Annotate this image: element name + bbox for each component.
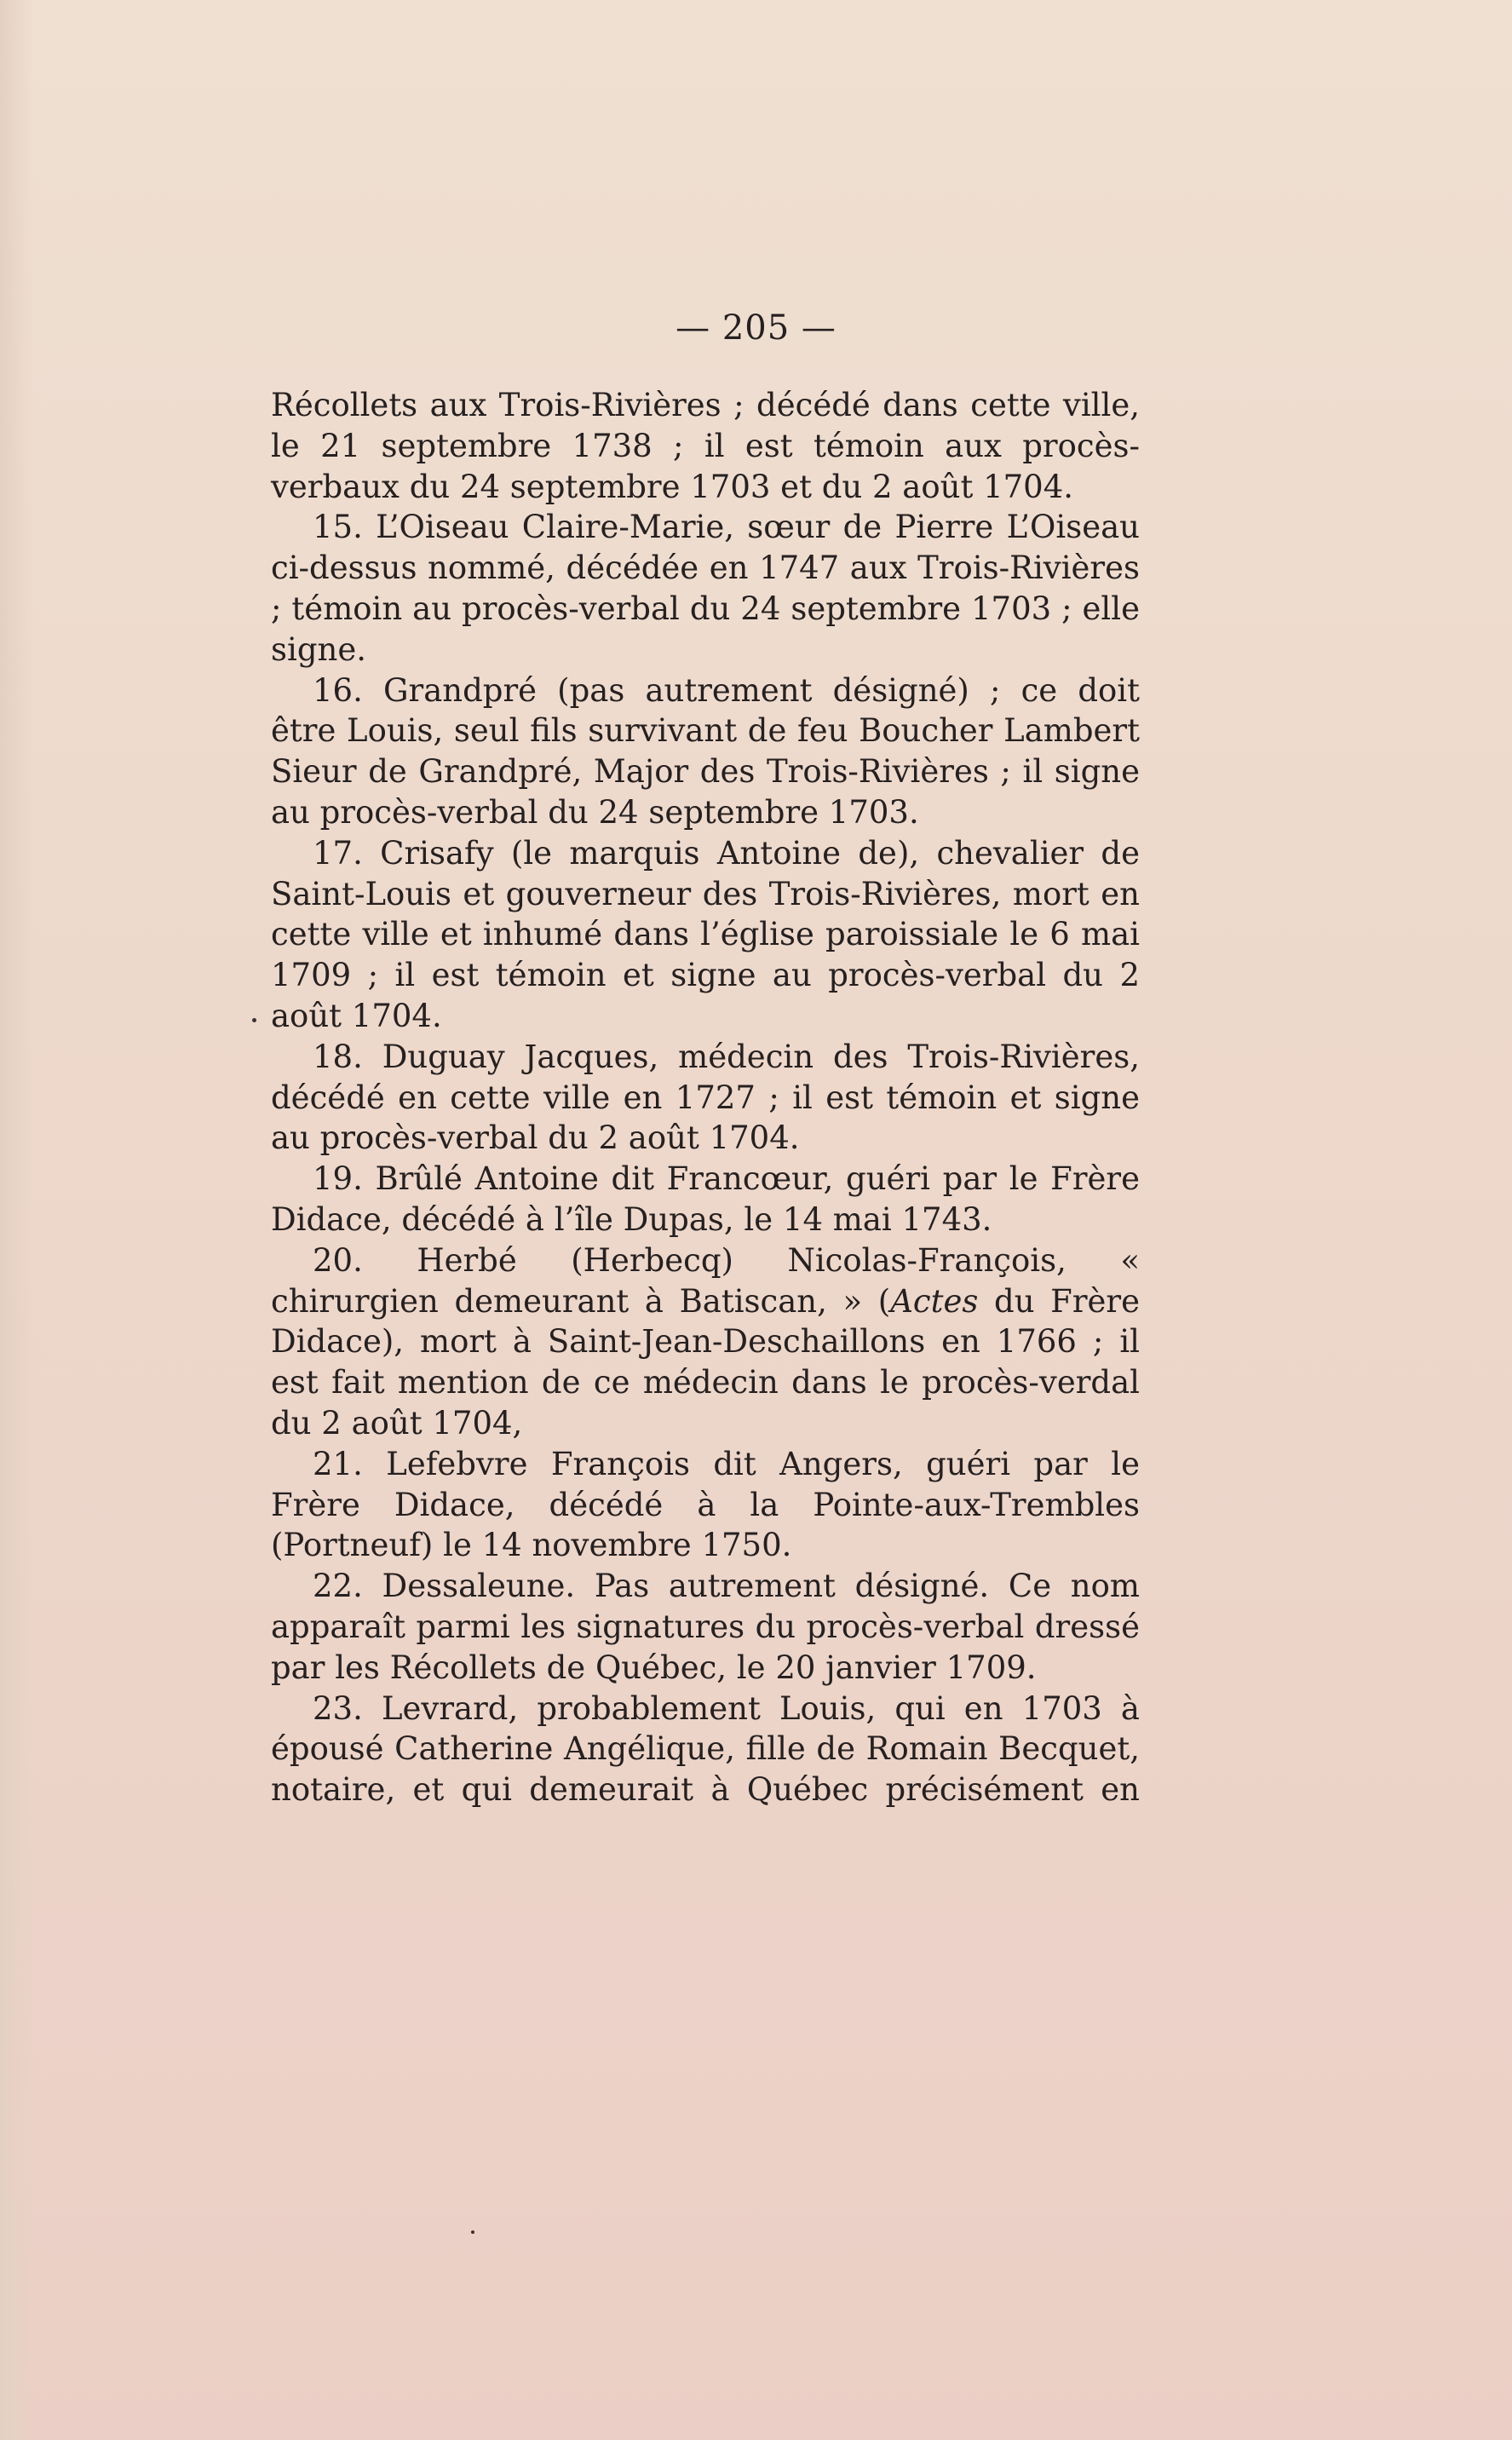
paper-speck [471, 2230, 474, 2234]
entry-20-text-end: du Frère Didace), mort à Saint-Jean-Deschaillons en 1766 ; il est fait mention de ce médecin dans le procès-verdal du 2 août 1704, [271, 1282, 1140, 1442]
entry-20-text-start: 20. Herbé (Herbecq) Nicolas-François, « chirurgien demeurant à Batiscan, » ( [271, 1241, 1140, 1320]
entry-20-italic-title: Actes [890, 1282, 979, 1320]
page-number: — 205 — [676, 308, 836, 348]
body-text [271, 385, 1140, 1810]
page-edge-shadow [0, 0, 34, 2440]
paragraph-entry-21: 21. Lefebvre François dit Angers, guéri par le Frère Didace, décédé à la Pointe-aux-Trembles (Portneuf) le 14 novembre 1750. [271, 1445, 1140, 1564]
paragraph-entry-16: 16. Grandpré (pas autrement désigné) ; ce doit être Louis, seul fils survivant de feu Boucher Lambert Sieur de Grandpré, Major des Trois-Rivières ; il signe au procès-verbal du 24 septembre 1703. [271, 671, 1140, 831]
paragraph-entry-22: 22. Dessaleune. Pas autrement désigné. Ce nom apparaît parmi les signatures du procès-verbal dressé par les Récollets de Québec, le 20 janvier 1709. [271, 1568, 1140, 1686]
paragraph-entry-23: 23. Levrard, probablement Louis, qui en 1703 à épousé Catherine Angélique, fille de Romain Becquet, notaire, et qui demeurait à Québec précisément en [271, 1689, 1140, 1809]
paragraph-entry-20 [271, 1240, 1140, 1444]
paragraph-entry-19: 19. Brûlé Antoine dit Francœur, guéri par le Frère Didace, décédé à l’île Dupas, le 14 mai 1743. [271, 1160, 1140, 1238]
paragraph-continuation: Récollets aux Trois-Rivières ; décédé dans cette ville, le 21 septembre 1738 ; il est témoin aux procès-verbaux du 24 septembre 1703 et du 2 août 1704. [271, 387, 1140, 505]
paragraph-entry-18: 18. Duguay Jacques, médecin des Trois-Rivières, décédé en cette ville en 1727 ; il est témoin et signe au procès-verbal du 2 août 1704. [271, 1038, 1140, 1157]
paper-speck [252, 1018, 256, 1022]
paragraph-entry-15: 15. L’Oiseau Claire-Marie, sœur de Pierre L’Oiseau ci-dessus nommé, décédée en 1747 aux Trois-Rivières ; témoin au procès-verbal du 24 septembre 1703 ; elle signe. [271, 509, 1140, 668]
paragraph-entry-17: 17. Crisafy (le marquis Antoine de), chevalier de Saint-Louis et gouverneur des Trois-Rivières, mort en cette ville et inhumé dans l’église paroissiale le 6 mai 1709 ; il est témoin et signe au procès-verbal du 2 août 1704. [271, 834, 1140, 1034]
